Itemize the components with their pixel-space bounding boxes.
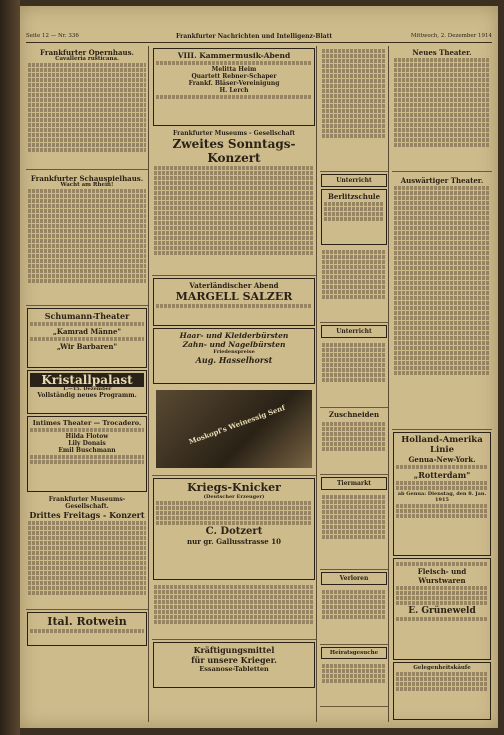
intimes-title: Intimes Theater — Trocadero.: [32, 419, 142, 427]
gelegenheit-ad: [393, 662, 491, 720]
salzer-name: MARGELL SALZER: [175, 290, 293, 303]
krieg-subtitle: (Deutscher Erzeuger): [203, 494, 265, 500]
kammer-name-1: Melitta Heim: [211, 66, 257, 73]
fried-line: Friedenspreise: [213, 349, 255, 355]
essanose-ad: [153, 642, 315, 688]
opera-listing: [26, 46, 148, 170]
kammermusik-ad: [153, 48, 315, 126]
rotwein-ad: [27, 612, 147, 646]
masthead: Frankfurter Nachrichten und Intelligenz-Blatt: [176, 33, 333, 40]
vaterl-title: Vaterländischer Abend: [189, 281, 279, 290]
auswaertige-theater-listing: [392, 174, 492, 430]
small-ads-row: [152, 582, 316, 640]
classified-mid2: [320, 340, 388, 408]
hasselhorst-ad: [153, 328, 315, 384]
genua-line: Genua-New-York.: [408, 455, 476, 464]
verloren-heading: Verloren: [321, 572, 387, 585]
senf-image: [156, 390, 312, 468]
dotzert-address: nur gr. Gallusstrasse 10: [187, 537, 281, 546]
kristall-title: Kristallpalast: [30, 373, 144, 387]
schauspiel-subtitle: Wacht am Rhein!: [60, 182, 114, 188]
kammer-name-3: Frankf. Bläser-Vereinigung: [188, 80, 280, 87]
zahn-line: Zahn- und Nagelbürsten: [182, 340, 286, 349]
page-header: [26, 32, 492, 43]
kristallpalast-ad: [27, 370, 147, 414]
sonntag-title: Zweites Sonntags-Konzert: [172, 137, 296, 165]
schumann-play-2: „Wir Barbaren": [56, 342, 118, 351]
kammer-title: VIII. Kammermusik-Abend: [177, 51, 291, 60]
classified-bottom: [320, 661, 388, 707]
opera-subtitle: Cavalleria rusticana.: [55, 56, 119, 62]
holland-title: Holland-Amerika Linie: [401, 435, 483, 455]
newspaper-page: [20, 6, 498, 728]
performer-1: Hilda Flotow: [65, 433, 109, 440]
column-classifieds: [320, 46, 389, 722]
museum-friday-concert: [26, 494, 148, 610]
kammer-name-2: Quartett Rebner-Schaper: [191, 73, 277, 80]
unterricht-heading: Unterricht: [321, 174, 387, 187]
krieger-line: für unsere Krieger.: [191, 655, 277, 665]
page-number: Seite 12 — Nr. 336: [26, 33, 79, 39]
rotwein-title: Ital. Rotwein: [47, 615, 127, 628]
haar-line: Haar- und Kleiderbürsten: [179, 331, 289, 340]
schumann-theater-ad: [27, 308, 147, 368]
performer-3: Emil Buschmann: [58, 447, 116, 454]
abfahrt-line: ab Genua: Dienstag, den 8. Jan. 1915: [397, 491, 487, 503]
senf-label: Moskopf's Weinessig Senf: [187, 402, 287, 447]
friday-concert-title: Drittes Freitags - Konzert: [29, 510, 145, 520]
kristall-program: Vollständig neues Programm.: [37, 392, 137, 400]
fleischwaren-ad: [393, 558, 491, 660]
holland-amerika-ad: [393, 432, 491, 556]
berlitz-ad: [321, 189, 387, 245]
museum-title: Frankfurter Museums-Gesellschaft.: [48, 496, 126, 510]
heirats-heading: Heiratsgesuche: [321, 647, 387, 659]
berlitz-title: Berlitzschule: [327, 192, 381, 201]
neues-theater-listing: [392, 46, 492, 172]
tiermarkt-heading: Tiermarkt: [321, 477, 387, 490]
classified-top: [320, 46, 388, 172]
fleisch-title: Fleisch- und Wurstwaren: [417, 567, 467, 585]
schumann-title: Schumann-Theater: [44, 311, 130, 321]
schauspiel-title: Frankfurter Schauspielhaus.: [30, 174, 144, 183]
schauspiel-listing: [26, 172, 148, 306]
column-3: [392, 46, 492, 722]
performer-2: Lily Donais: [68, 440, 106, 447]
classified-low2: [320, 587, 388, 645]
column-1: [26, 46, 149, 722]
classified-mid: [320, 247, 388, 323]
kristall-date: 1.—15. Dezember: [62, 386, 112, 392]
column-2: [152, 46, 317, 722]
sonntags-konzert: [152, 128, 316, 276]
dotzert-name: C. Dotzert: [205, 526, 263, 537]
classified-low: [320, 492, 388, 570]
rotterdam-ship: „Rotterdam": [413, 470, 471, 480]
opera-title: Frankfurter Opernhaus.: [40, 48, 134, 57]
hasselhorst-name: Aug. Hasselhorst: [195, 355, 273, 365]
krieg-title: Kriegs-Knicker: [187, 481, 281, 494]
issue-date: Mittwoch, 2. Dezember 1914: [410, 33, 492, 39]
auswaert-title: Auswärtiger Theater.: [400, 176, 484, 185]
classified-mid3: [320, 419, 388, 475]
kriegs-knicker-ad: [153, 478, 315, 580]
grueneweld-name: E. Grüneweld: [408, 606, 476, 616]
schumann-play-1: „Kamrad Männe": [52, 327, 122, 336]
senf-ad: [152, 386, 316, 476]
vaterlaendischer-abend-ad: [153, 278, 315, 326]
museum2-title: Frankfurter Museums - Gesellschaft: [173, 130, 295, 137]
intimes-theater-ad: [27, 416, 147, 492]
book-spine: [0, 0, 20, 735]
unterricht2-heading: Unterricht: [321, 325, 387, 338]
essanose-line: Essanose-Tabletten: [199, 665, 269, 673]
gelegenheit-title: Gelegenheitskäufe: [413, 665, 471, 671]
zuschneide-heading: Zuschneiden: [328, 410, 380, 419]
neues-title: Neues Theater.: [412, 48, 472, 57]
kraft-title: Kräftigungsmittel: [193, 645, 275, 655]
kammer-name-4: H. Lerch: [219, 87, 249, 94]
